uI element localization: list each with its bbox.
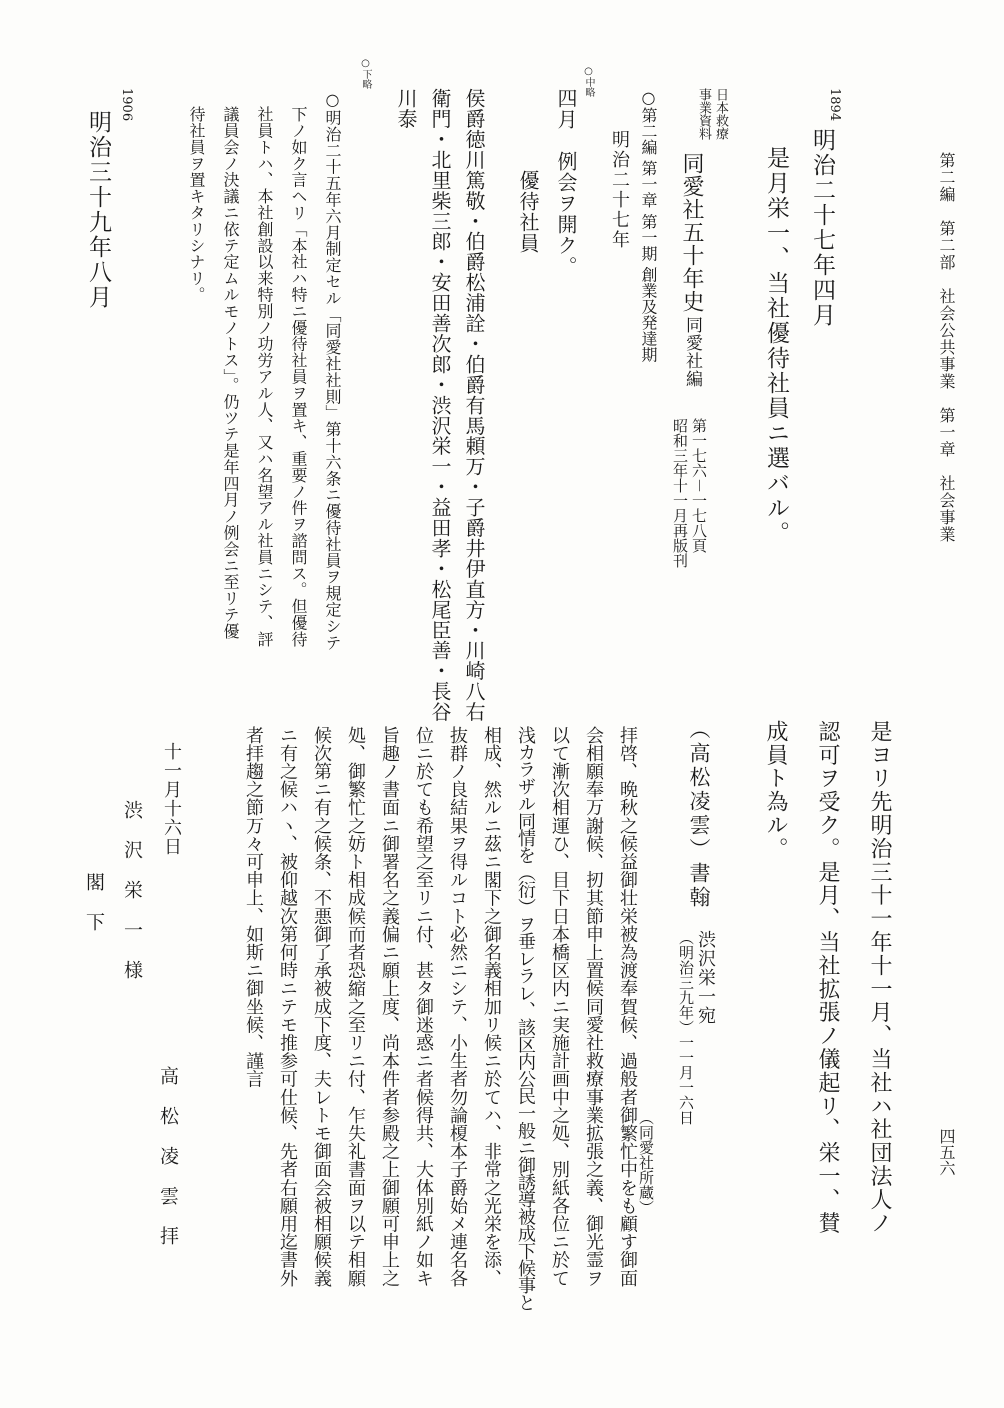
letter-line: 位ニ於ても希望之至リニ付、甚タ御迷惑ニ者候得共、大体別紙ノ如キ [413, 726, 434, 1288]
source-pages: 第一七六－一七八頁 [690, 418, 708, 554]
omission-mark-lower: ○下略 [360, 58, 371, 89]
note-line: 議員会ノ決議ニ依テ定ムルモノトス」。仍ツテ是年四月ノ例会ニ至リテ優 [221, 106, 240, 640]
year-label-1894: 1894 [827, 88, 842, 122]
member-line: 侯爵徳川篤敬・伯爵松浦詮・伯爵有馬頼万・子爵井伊直方・川崎八右 [462, 88, 486, 722]
note-line: 下ノ如ク言ヘリ「本社ハ特ニ優待社員ヲ置キ、重要ノ件ヲ諮問ス。但優待 [289, 106, 308, 648]
member-line: 川泰 [394, 88, 418, 129]
letter-line: 会相願奉万謝候、扨其節申上置候同愛社救療事業拡張之義、御光霊ヲ [583, 726, 604, 1288]
entry-date-1894: 明治二十七年四月 [809, 128, 835, 328]
summary-line: 成員ト為ル。 [763, 720, 788, 861]
letter-line: 浅カラザル同情を（衍）ヲ垂レラレ、該区内公民一般ニ御誘導被成下候事と [515, 726, 536, 1311]
source-series-bottom: 事業資料 [696, 88, 711, 140]
letter-line: ニ有之候ハヽ、被仰越次第何時ニテモ推参可仕候、先者右願用迄書外 [277, 726, 298, 1288]
sender: 高 松 凌 雲 拝 [157, 1066, 179, 1246]
recipient: 渋 沢 栄 一 様 [121, 800, 143, 980]
page-number: 四五六 [937, 1128, 956, 1176]
letter-source: （同愛社所蔵） [637, 1110, 655, 1215]
letter-line: 者拝趨之節万々可申上、如斯ニ御坐候、謹言 [243, 726, 264, 1088]
source-edition: 昭和三年十一月再版刊 [671, 418, 689, 568]
closing-date: 十一月十六日 [161, 742, 182, 856]
summary-line: 認可ヲ受ク。是月、当社拡張ノ儀起リ、栄一、賛 [815, 720, 840, 1235]
entry-date-1906: 明治三十九年八月 [85, 110, 111, 310]
summary-line: 是ヨリ先明治三十一年十一月、当社ハ社団法人ノ [867, 720, 892, 1235]
letter-line: 拝啓、晩秋之候益御壮栄被為渡奉賀候、過般者御繁忙中をも顧す御面 [617, 726, 638, 1288]
letter-title: （高松凌雲）書翰 [687, 718, 711, 910]
members-heading: 優待社員 [516, 170, 540, 254]
letter-line: 旨趣ノ書面ニ御署名之義偏ニ願上度、尚本件者参殿之上御願可申上之 [379, 726, 400, 1288]
note-line: 待社員ヲ置キタリシナリ。 [187, 106, 206, 303]
year-heading: 明治二十七年 [609, 130, 630, 250]
letter-body [200, 726, 638, 1311]
letter-addressee: 渋沢栄一宛 [695, 930, 716, 1025]
members-block [394, 88, 496, 722]
year-label-1906: 1906 [119, 88, 134, 122]
source-series-top: 日本救療 [713, 88, 728, 140]
letter-date: （明治三九年）一一月一六日 [677, 930, 695, 1125]
note-paragraph [184, 90, 344, 650]
letter-line: 以て漸次相運ひ、目下日本橋区内ニ実施計画中之処、別紙各位ニ於て [549, 726, 570, 1288]
member-line: 衛門・北里柴三郎・安田善次郎・渋沢栄一・益田孝・松尾臣善・長谷 [428, 88, 452, 722]
summary-block [760, 720, 900, 1260]
source-chapter: ○第二編 第一章 第一期 創業及発達期 [639, 88, 658, 363]
note-line: 社員トハ、本社創設以来特別ノ功労アル人、又ハ名望アル社員ニシテ、評 [255, 106, 274, 648]
letter-line: 相成、然ルニ茲ニ閣下之御名義相加リ候ニ於てハ、非常之光栄を添、 [481, 726, 502, 1288]
running-head: 第二編 第二部 社会公共事業 第一章 社会事業 [937, 152, 956, 543]
note-line: ○明治二十五年六月制定セル「同愛社社則」第十六条ニ優待社員ヲ規定シテ [323, 90, 342, 651]
letter-line: 抜群ノ良結果ヲ得ルコト必然ニシテ、小生者勿論榎本子爵始メ連名各 [447, 726, 468, 1288]
entry-headline-1894: 是月栄一、当社優待社員ニ選バル。 [763, 146, 789, 546]
meeting-line: 四月 例会ヲ開ク。 [554, 88, 578, 277]
recipient-title: 閣 下 [83, 872, 105, 932]
source-book-title: 同愛社五十年史 [679, 152, 704, 313]
letter-line: 処、御繁忙之妨ト相成候而者恐縮之至リニ付、乍失礼書面ヲ以テ相願 [345, 726, 366, 1288]
omission-mark-middle: ○中略 [583, 66, 594, 97]
source-editor: 同愛社編 [682, 316, 702, 388]
letter-line: 候次第ニ有之候条、不悪御了承被成下度、夫レトモ御面会被相願候義 [311, 726, 332, 1288]
